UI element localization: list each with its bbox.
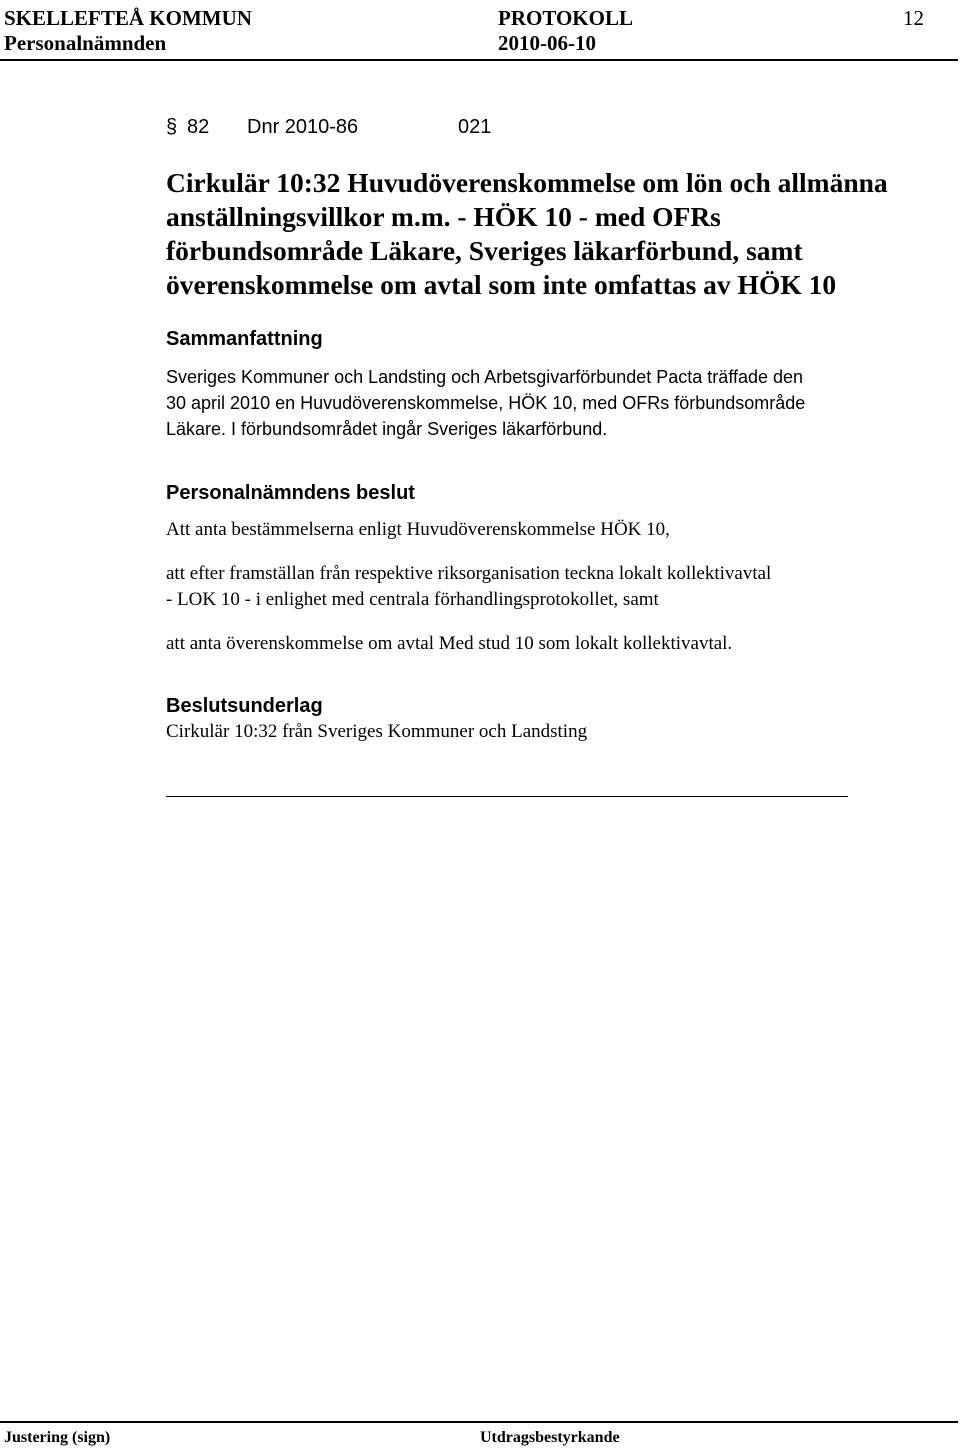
registration-number: Dnr 2010-86 — [247, 116, 359, 138]
extract-certification-label: Utdragsbestyrkande — [480, 1429, 620, 1446]
page-number: 12 — [903, 6, 924, 30]
basis-heading: Beslutsunderlag — [166, 695, 323, 717]
title-line: överenskommelse om avtal som inte omfattas av HÖK 10 — [166, 269, 837, 300]
decision-heading: Personalnämndens beslut — [166, 482, 415, 504]
archive-code: 021 — [458, 116, 492, 138]
title-line: förbundsområde Läkare, Sveriges läkarförbund, samt — [166, 235, 803, 266]
paragraph-number: 82 — [187, 116, 210, 138]
organization-name: SKELLEFTEÅ KOMMUN — [4, 6, 252, 30]
paragraph-symbol: § — [166, 116, 178, 138]
committee-name: Personalnämnden — [4, 31, 167, 55]
signature-field-label: Justering (sign) — [4, 1429, 111, 1446]
header-divider — [0, 59, 958, 61]
summary-line: 30 april 2010 en Huvudöverenskommelse, HÖK 10, med OFRs förbundsområde — [166, 393, 806, 413]
decision-item: att anta överenskommelse om avtal Med stud 10 som lokalt kollektivavtal. — [166, 633, 733, 654]
closing-rule — [166, 796, 848, 797]
decision-item: - LOK 10 - i enlighet med centrala förhandlingsprotokollet, samt — [166, 589, 659, 610]
summary-line: Läkare. I förbundsområdet ingår Sveriges läkarförbund. — [166, 419, 608, 439]
summary-line: Sveriges Kommuner och Landsting och Arbetsgivarförbundet Pacta träffade den — [166, 367, 804, 387]
meeting-date: 2010-06-10 — [498, 31, 596, 55]
document-type: PROTOKOLL — [498, 6, 633, 30]
title-line: Cirkulär 10:32 Huvudöverenskommelse om lön och allmänna — [166, 167, 888, 198]
summary-heading: Sammanfattning — [166, 328, 323, 350]
decision-item: Att anta bestämmelserna enligt Huvudöverenskommelse HÖK 10, — [166, 519, 670, 540]
footer-divider — [0, 1421, 958, 1423]
basis-text: Cirkulär 10:32 från Sveriges Kommuner och Landsting — [166, 721, 588, 742]
decision-item: att efter framställan från respektive riksorganisation teckna lokalt kollektivavtal — [166, 563, 772, 584]
title-line: anställningsvillkor m.m. - HÖK 10 - med OFRs — [166, 201, 721, 232]
